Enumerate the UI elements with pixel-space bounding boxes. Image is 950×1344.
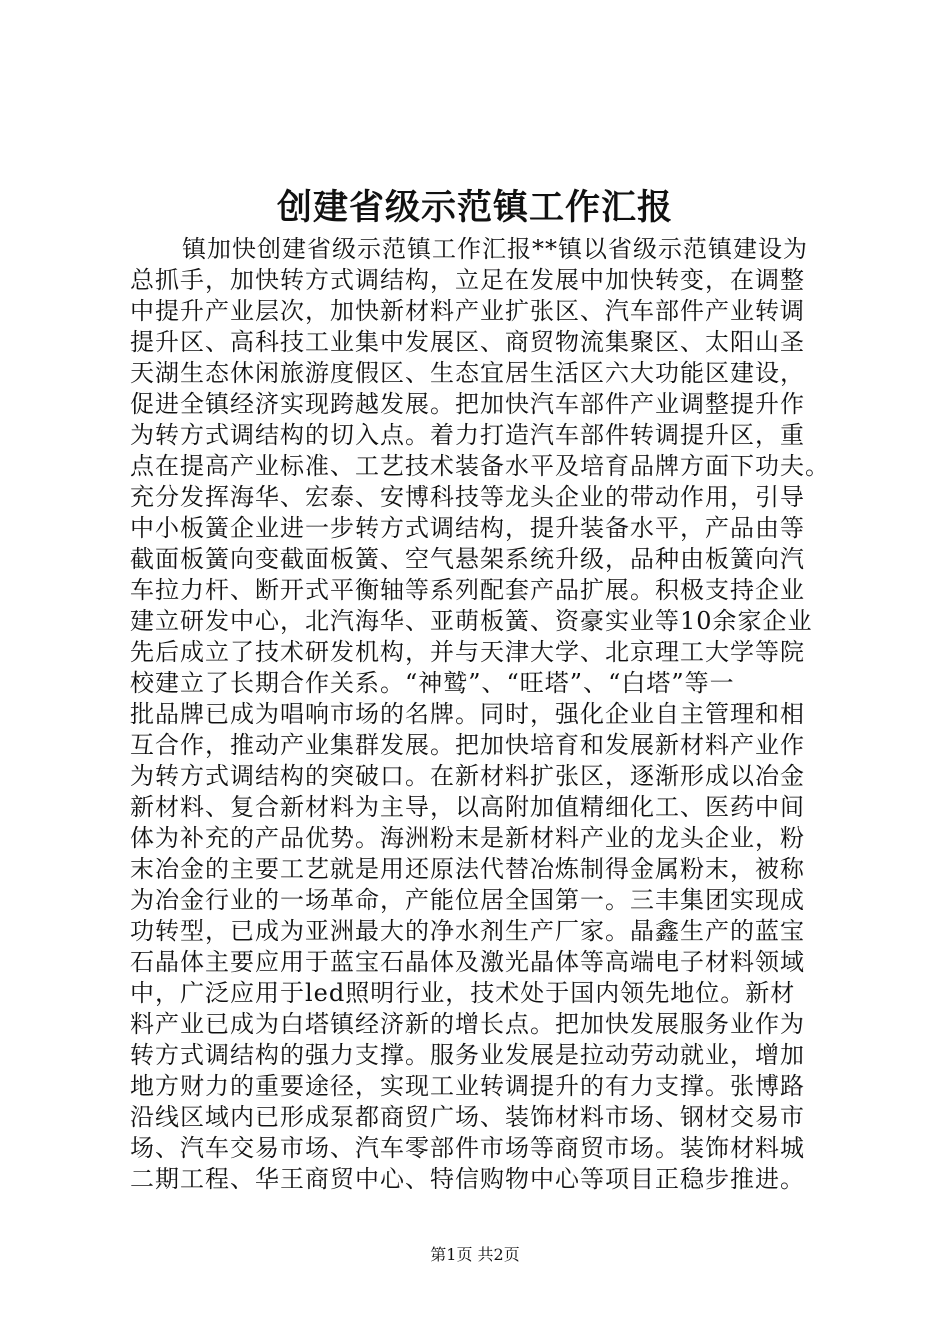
page-title: 创建省级示范镇工作汇报 [276,187,673,228]
paragraph-line: 二期工程、华王商贸中心、特信购物中心等项目正稳步推进。 [130,1165,805,1193]
paragraph-line: 建立研发中心，北汽海华、亚萌板簧、资豪实业等10余家企业 [130,607,813,635]
paragraph-line: 天湖生态休闲旅游度假区、生态宜居生活区六大功能区建设， [130,359,805,387]
page-footer: 第1页 共2页 [430,1245,520,1264]
paragraph-line: 点在提高产业标准、工艺技术装备水平及培育品牌方面下功夫。 [130,452,830,480]
paragraph-line: 批品牌已成为唱响市场的名牌。同时，强化企业自主管理和相 [130,700,805,728]
paragraph-line: 新材料、复合新材料为主导，以高附加值精细化工、医药中间 [130,793,805,821]
paragraph-line: 提升区、高科技工业集中发展区、商贸物流集聚区、太阳山圣 [130,328,805,356]
paragraph-line: 末冶金的主要工艺就是用还原法代替冶炼制得金属粉末，被称 [130,855,805,883]
paragraph-line: 校建立了长期合作关系。“神鹫”、“旺塔”、“白塔”等一 [130,669,735,697]
paragraph-line: 中提升产业层次，加快新材料产业扩张区、汽车部件产业转调 [130,297,805,325]
paragraph-line: 地方财力的重要途径，实现工业转调提升的有力支撑。张博路 [130,1072,805,1100]
paragraph-line: 功转型，已成为亚洲最大的净水剂生产厂家。晶鑫生产的蓝宝 [130,917,805,945]
paragraph-line: 先后成立了技术研发机构，并与天津大学、北京理工大学等院 [130,638,805,666]
paragraph-line: 料产业已成为白塔镇经济新的增长点。把加快发展服务业作为 [130,1010,805,1038]
paragraph-line: 中，广泛应用于led照明行业，技术处于国内领先地位。新材 [130,979,796,1007]
paragraph-line: 互合作，推动产业集群发展。把加快培育和发展新材料产业作 [130,731,805,759]
paragraph-line: 促进全镇经济实现跨越发展。把加快汽车部件产业调整提升作 [130,390,805,418]
paragraph-line: 充分发挥海华、宏泰、安博科技等龙头企业的带动作用，引导 [130,483,805,511]
paragraph-line: 截面板簧向变截面板簧、空气悬架系统升级，品种由板簧向汽 [130,545,805,573]
paragraph-line: 沿线区域内已形成泵都商贸广场、装饰材料市场、钢材交易市 [130,1103,805,1131]
paragraph-line: 石晶体主要应用于蓝宝石晶体及激光晶体等高端电子材料领域 [130,948,805,976]
paragraph-line: 中小板簧企业进一步转方式调结构，提升装备水平，产品由等 [130,514,805,542]
paragraph-line: 场、汽车交易市场、汽车零部件市场等商贸市场。装饰材料城 [130,1134,805,1162]
paragraph-line: 体为补充的产品优势。海洲粉末是新材料产业的龙头企业，粉 [130,824,805,852]
paragraph-line: 车拉力杆、断开式平衡轴等系列配套产品扩展。积极支持企业 [130,576,805,604]
body-paragraph [130,234,830,1195]
paragraph-line: 总抓手，加快转方式调结构，立足在发展中加快转变，在调整 [130,266,805,294]
paragraph-line: 为转方式调结构的切入点。着力打造汽车部件转调提升区，重 [130,421,805,449]
paragraph-line: 为转方式调结构的突破口。在新材料扩张区，逐渐形成以冶金 [130,762,805,790]
paragraph-line: 镇加快创建省级示范镇工作汇报**镇以省级示范镇建设为 [182,235,808,263]
paragraph-line: 转方式调结构的强力支撑。服务业发展是拉动劳动就业，增加 [130,1041,805,1069]
paragraph-line: 为冶金行业的一场革命，产能位居全国第一。三丰集团实现成 [130,886,805,914]
